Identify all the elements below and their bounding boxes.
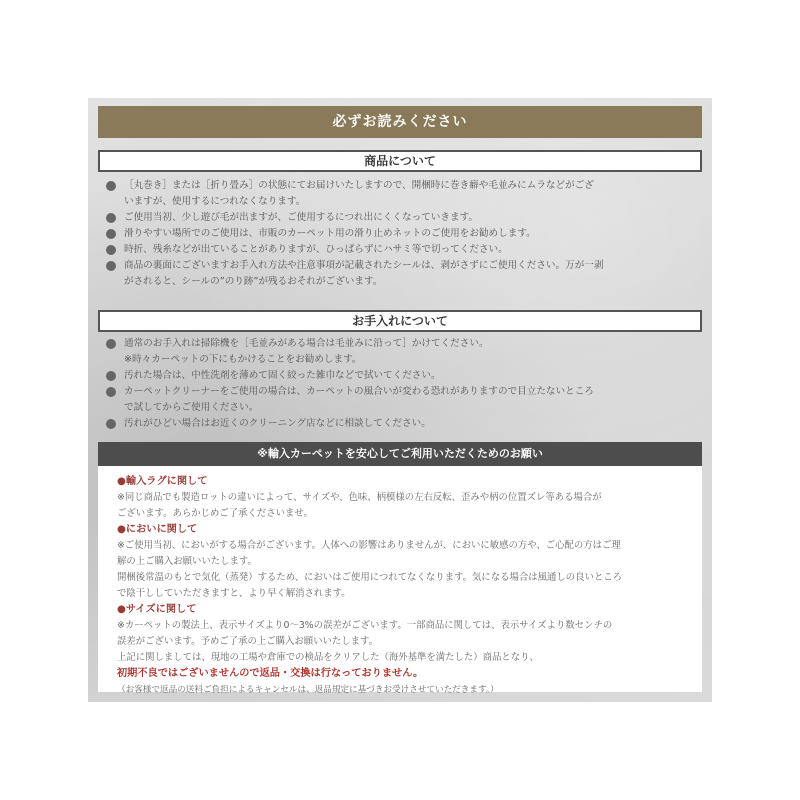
odor-line: 解の上ご購入お願いいたします。 [117,556,257,567]
section-heading-care: お手入れについて [98,310,702,332]
list-item: 商品の裏面にございますお手入れ方法や注意事項が記載されたシールは、剥がさずにご使用ください。万が一剥 がされると、シールの”のり跡”が残るおそれがございます。 [106,258,696,290]
list-item: 汚れがひどい場合はお近くのクリーニング店などに相談してください。 [106,416,696,432]
bullet-icon [106,213,116,223]
size-line: 誤差がございます。予めご了承の上ご購入お願いいたします。 [117,636,379,647]
list-item: ［丸巻き］または［折り畳み］の状態にてお届けいたしますので、開梱時に巻き癖や毛並みにムラなどがござ いますが、使用するにつれなくなります。 [106,178,696,210]
bullet-icon [106,339,116,349]
odor-heading: ●においに関して [117,524,198,535]
list-item: カーペットクリーナーをご使用の場合は、カーペットの風合いが変わる恐れがありますので目立たないところ で試してからご使用ください。 [106,384,696,416]
bullet-icon [106,245,116,255]
size-warning: 初期不良ではございませんので返品・交換は行なっておりません。 [117,668,424,679]
size-line: 上記に関しましては、現地の工場や倉庫での検品をクリアした（海外基準を満たした）商品となり、 [117,652,539,663]
list-item: 汚れた場合は、中性洗剤を薄めて固く絞った雑巾などで拭いてください。 [106,368,696,384]
notice-box [98,466,702,695]
list-item: 通常のお手入れは掃除機を［毛並みがある場合は毛並みに沿って］かけてください。 ※時々カーペットの下にもかけることをお勧めします。 [106,336,696,368]
bullet-icon [106,387,116,397]
list-item: 時折、残糸などが出ていることがありますが、ひっぱらずにハサミ等で切ってください。 [106,242,696,258]
bullet-icon [106,229,116,239]
import-rug-line: ※同じ商品でも製造ロットの違いによって、サイズや、色味、柄模様の左右反転、歪みや柄の位置ズレ等ある場合が [117,492,602,503]
list-item: 滑りやすい場所でのご使用は、市販のカーペット用の滑り止めネットのご使用をお勧めします。 [106,226,696,242]
size-heading: ●サイズに関して [117,604,197,615]
bullet-icon [106,419,116,429]
import-rug-line: ございます。あらかじめご了承くださいませ。 [117,508,313,519]
page-title: 必ずお読みください [98,106,702,138]
products-list [106,178,696,290]
bullet-icon [106,261,116,271]
odor-line: ※ご使用当初、においがする場合がございます。人体への影響はありませんが、においに敏感の方や、ご心配の方はご理 [117,540,621,551]
notice-heading: ※輸入カーペットを安心してご利用いただくためのお願い [98,442,702,466]
odor-line: 開梱後常温のもとで気化（蒸発）するため、においはご使用につれてなくなります。気になる場合は風通しの良いところ [117,572,622,583]
section-heading-products: 商品について [98,150,702,172]
bullet-icon [106,371,116,381]
list-item: ご使用当初、少し遊び毛が出ますが、ご使用するにつれ出にくくなっていきます。 [106,210,696,226]
import-rug-heading: ●輸入ラグに関して [117,476,208,487]
bullet-icon [106,181,116,191]
size-footnote: （お客様で返品の送料ご負担によるキャンセルは、返品規定に基づきお受けさせていただきます。） [117,685,499,695]
odor-line: で陰干ししていただきますと、より早く解消されます。 [117,588,351,599]
care-list [106,336,696,432]
notice-body [117,474,697,698]
size-line: ※カーペットの製法上、表示サイズより0～3%の誤差がございます。一部商品に関しては、表示サイズより数センチの [117,620,613,631]
notice-panel [88,98,712,702]
